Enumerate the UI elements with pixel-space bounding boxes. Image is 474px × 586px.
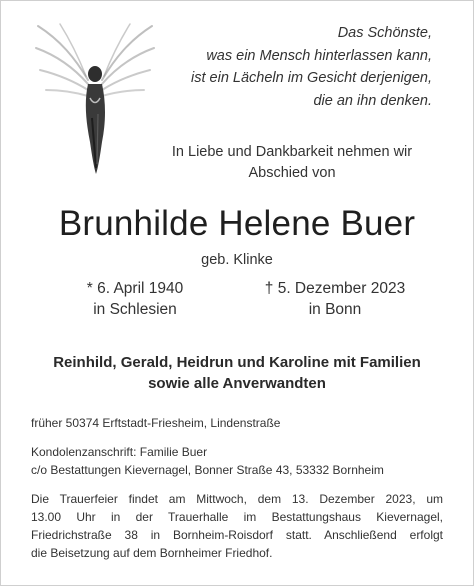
deceased-name: Brunhilde Helene Buer (58, 204, 416, 243)
mourners-line: Reinhild, Gerald, Heidrun und Karoline mit Familien (53, 354, 421, 371)
ceremony-line: Friedrichstraße 38 in Bornheim-Roisdorf statt. Anschließend erfolgt (31, 528, 443, 542)
birth-date: * 6. April 1940 (86, 280, 184, 297)
farewell-line: In Liebe und Dankbarkeit nehmen wir (171, 144, 413, 160)
quote-line: die an ihn denken. (313, 92, 432, 109)
death-date: † 5. Dezember 2023 (264, 280, 406, 297)
ceremony-details (31, 490, 443, 562)
death-info (245, 278, 425, 320)
farewell-line: Abschied von (248, 165, 336, 181)
ceremony-line: 13.00 Uhr in der Trauerhalle im Bestattungshaus Kievernagel, (31, 510, 443, 524)
ceremony-line: Die Trauerfeier findet am Mittwoch, dem 13. Dezember 2023, um (31, 492, 443, 506)
birth-place: in Schlesien (93, 301, 177, 318)
mourners-line: sowie alle Anverwandten (148, 375, 326, 392)
former-address: früher 50374 Erftstadt-Friesheim, Lindenstraße (31, 416, 281, 430)
ceremony-line: die Beisetzung auf dem Bornheimer Friedhof. (31, 546, 273, 560)
memorial-quote (162, 22, 432, 112)
life-dates (0, 278, 474, 322)
quote-line: Das Schönste, (337, 25, 432, 41)
condolence-line: c/o Bestattungen Kievernagel, Bonner Straße 43, 53332 Bornheim (31, 463, 384, 477)
condolence-line: Kondolenzanschrift: Familie Buer (31, 445, 208, 459)
quote-line: was ein Mensch hinterlassen kann, (206, 47, 432, 64)
quote-line: ist ein Lächeln im Gesicht derjenigen, (191, 70, 432, 86)
mourners (0, 352, 474, 394)
birth-info (60, 278, 210, 320)
birth-name: geb. Klinke (201, 252, 273, 268)
death-place: in Bonn (308, 301, 362, 318)
condolence-address (31, 443, 443, 479)
farewell-text (0, 142, 474, 184)
